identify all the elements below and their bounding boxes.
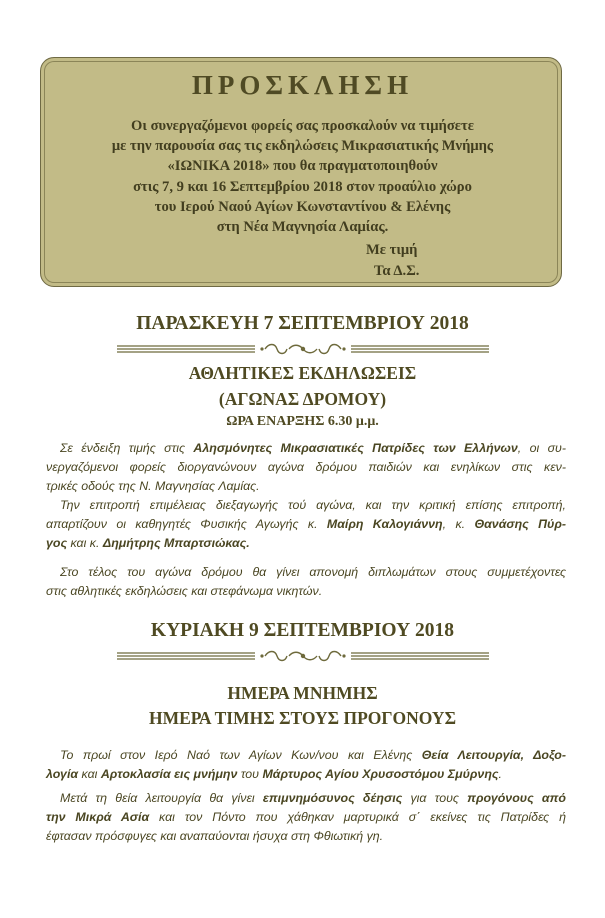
day1-paragraph-1: Σε ένδειξη τιμής στις Αλησμόνητες Μικρασιατικές Πατρίδες των Ελλήνων, οι συ- νεργαζόμενοι φορείς διοργανώνουν αγώνα δρόμου παιδιών και ενηλίκων στις κεν- τρικές οδούς της Ν. Μαγνησίας Λαμίας. — [46, 441, 566, 493]
invitation-line: «ΙΩΝΙΚΑ 2018» που θα πραγματοποιηθούν — [167, 158, 438, 174]
day2-paragraph-1: Το πρωί στον Ιερό Ναό των Αγίων Κων/νου και Ελένης Θεία Λειτουργία, Δοξο- λογία και Αρτοκλασία εις μνήμην του Μάρτυρος Αγίου Χρυσοστόμου Σμύρνης. — [46, 748, 566, 781]
day2-event-title: ΗΜΕΡΑ ΜΝΗΜΗΣ — [227, 683, 378, 703]
invitation-line: στις 7, 9 και 16 Σεπτεμβρίου 2018 στον προαύλιο χώρο — [133, 179, 472, 195]
invitation-line: στη Νέα Μαγνησία Λαμίας. — [216, 219, 389, 235]
day1-event-title: ΑΘΛΗΤΙΚΕΣ ΕΚΔΗΛΩΣΕΙΣ — [188, 363, 417, 383]
floral-divider-icon — [117, 650, 489, 662]
invitation-line: με την παρουσία σας τις εκδηλώσεις Μικρασιατικής Μνήμης — [111, 138, 494, 154]
invitation-title: ΠΡΟΣΚΛΗΣΗ — [191, 70, 414, 100]
invitation-signoff: Με τιμή — [366, 242, 418, 258]
floral-divider-icon — [117, 343, 489, 355]
day1-event-subtitle: (ΑΓΩΝΑΣ ΔΡΟΜΟΥ) — [218, 389, 387, 409]
day1-heading: ΠΑΡΑΣΚΕΥΗ 7 ΣΕΠΤΕΜΒΡΙΟΥ 2018 — [136, 313, 469, 334]
day1-paragraph-2: Την επιτροπή επιμέλειας διεξαγωγής τού αγώνα, και την κριτική επίσης επιτροπή, απαρτίζουν οι καθηγητές Φυσικής Αγωγής κ. Μαίρη Καλογιάννη, κ. Θανάσης Πύρ- γος και κ. Δημήτρης Μπαρτσιώκας. — [46, 498, 566, 550]
day2-heading: ΚΥΡΙΑΚΗ 9 ΣΕΠΤΕΜΒΡΙΟΥ 2018 — [150, 620, 455, 641]
day2-event-subtitle: ΗΜΕΡΑ ΤΙΜΗΣ ΣΤΟΥΣ ΠΡΟΓΟΝΟΥΣ — [148, 708, 457, 728]
day2-paragraph-2: Μετά τη θεία λειτουργία θα γίνει επιμνημόσυνος δέησις για τους προγόνους από την Μικρά Ασία και τον Πόντο που χάθηκαν μαρτυρικά σ΄ εκείνες τις Πατρίδες ή έφτασαν πρόσφυγες και αναπαύονται ήσυχα στη Φθιωτική γη. — [46, 791, 566, 843]
invitation-line: Οι συνεργαζόμενοι φορείς σας προσκαλούν να τιμήσετε — [131, 118, 474, 134]
day1-paragraph-3: Στο τέλος του αγώνα δρόμου θα γίνει απονομή διπλωμάτων στους συμμετέχοντες στις αθλητικές εκδηλώσεις και στεφάνωμα νικητών. — [46, 565, 566, 598]
invitation-signature: Τα Δ.Σ. — [374, 263, 420, 279]
day1-start-time: ΩΡΑ ΕΝΑΡΞΗΣ 6.30 μ.μ. — [226, 414, 379, 429]
invitation-line: του Ιερού Ναού Αγίων Κωνσταντίνου & Ελένης — [154, 199, 451, 215]
